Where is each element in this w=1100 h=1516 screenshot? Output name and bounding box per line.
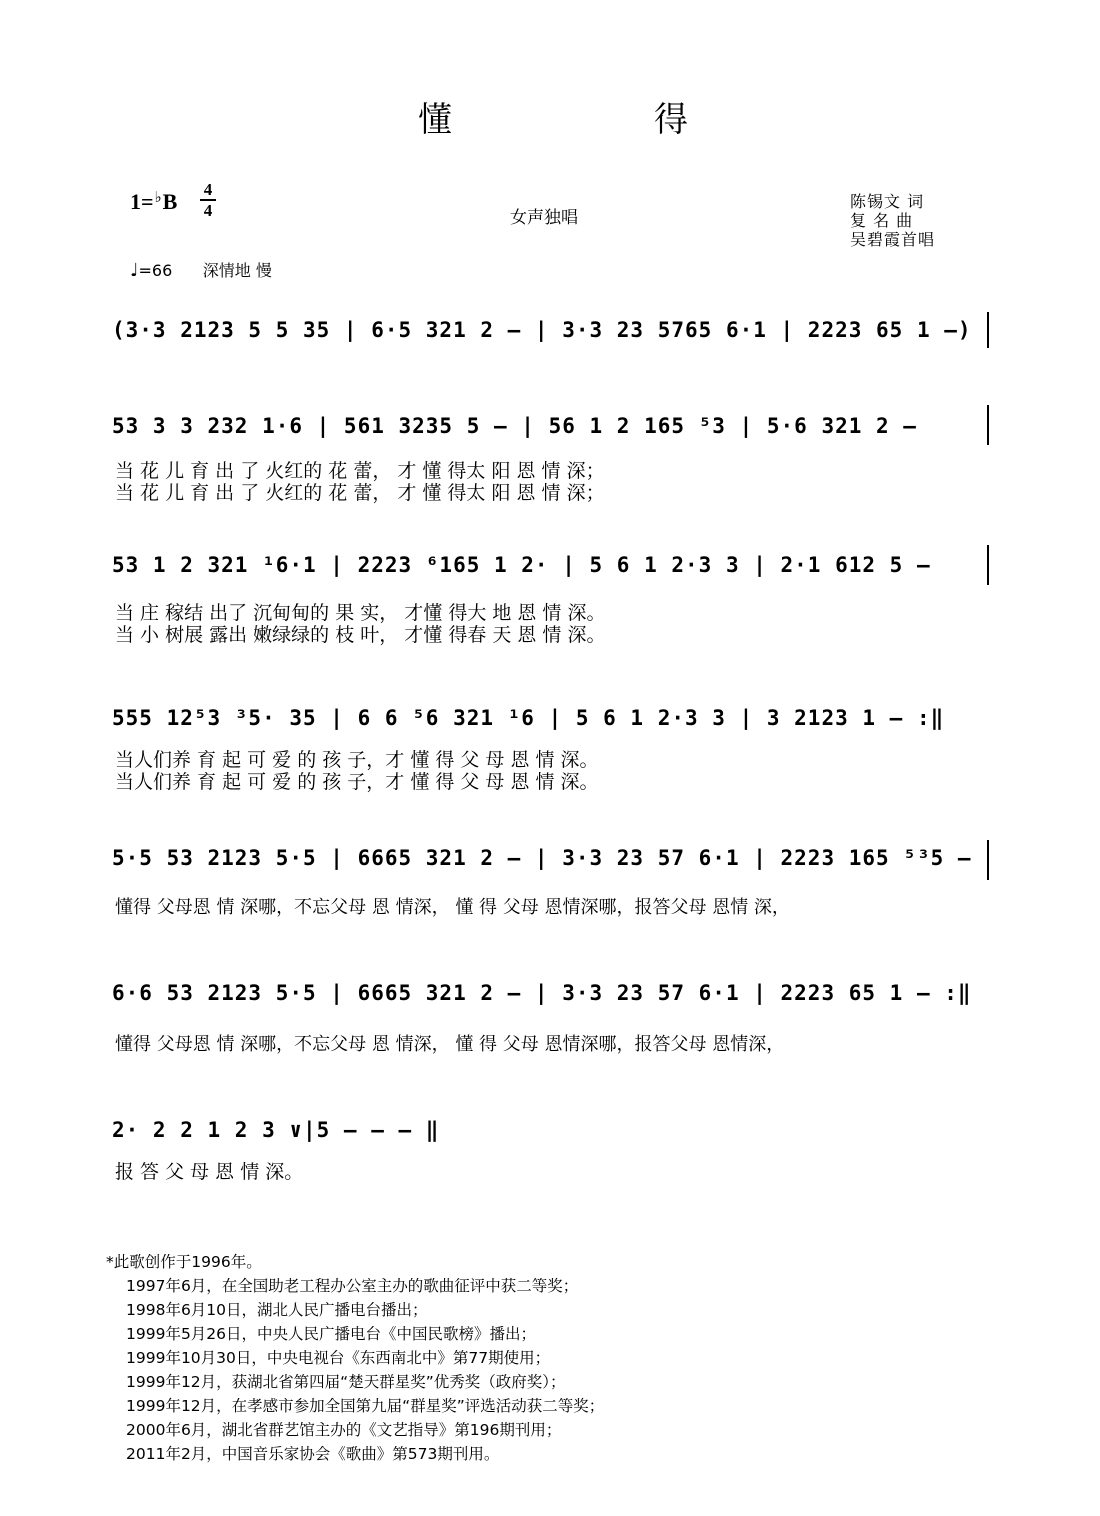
quarter-note-icon: ♩ bbox=[130, 260, 139, 281]
song-notes bbox=[106, 1250, 1072, 1466]
notation-row-2: 53 3 3 232 1·6 | 561 3235 5 – | 56 1 2 165 ⁵3 | 5·6 321 2 – bbox=[112, 414, 917, 438]
lyric-row-2-verse-2: 当 花 儿 育 出 了 火红的 花 蕾， 才 懂 得太 阳 恩 情 深； bbox=[115, 482, 605, 504]
flat-sign: ♭ bbox=[154, 190, 162, 206]
note-line: 1998年6月10日，湖北人民广播电台播出； bbox=[126, 1301, 428, 1319]
performance-type: 女声独唱 bbox=[510, 208, 578, 228]
notation-row-5: 5·5 53 2123 5·5 | 6665 321 2 – | 3·3 23 57 6·1 | 2223 165 ⁵³5 – bbox=[112, 846, 972, 870]
credit-lyricist: 陈锡文 词 bbox=[850, 192, 925, 211]
notation-row-7: 2· 2 2 1 2 3 ∨|5 – – – ‖ bbox=[112, 1118, 440, 1142]
key-prefix: 1= bbox=[130, 189, 154, 214]
note-line: 2011年2月，中国音乐家协会《歌曲》第573期刊用。 bbox=[126, 1445, 500, 1463]
meter-bottom: 4 bbox=[203, 201, 213, 220]
note-line: 2000年6月，湖北省群艺馆主办的《文艺指导》第196期刊用； bbox=[126, 1421, 562, 1439]
notation-row-1: (3·3 2123 5 5 35 | 6·5 321 2 – | 3·3 23 5765 6·1 | 2223 65 1 –) bbox=[112, 318, 972, 342]
lyric-row-6: 懂得 父母恩 情 深哪，不忘父母 恩 情深， 懂 得 父母 恩情深哪，报答父母 恩情深， bbox=[115, 1034, 785, 1055]
notation-row-4: 555 12⁵3 ³5· 35 | 6 6 ⁵6 321 ¹6 | 5 6 1 2·3 3 | 3 2123 1 – :‖ bbox=[112, 706, 945, 730]
lyric-row-7: 报 答 父 母 恩 情 深。 bbox=[115, 1161, 304, 1183]
expression-mark: 深情地 慢 bbox=[202, 261, 272, 280]
end-barline bbox=[987, 405, 989, 445]
end-barline bbox=[987, 840, 989, 880]
meter-top: 4 bbox=[203, 180, 213, 199]
key-signature bbox=[130, 188, 177, 215]
notation-row-6: 6·6 53 2123 5·5 | 6665 321 2 – | 3·3 23 57 6·1 | 2223 65 1 – :‖ bbox=[112, 981, 972, 1005]
lyric-row-3-verse-1: 当 庄 稼结 出了 沉甸甸的 果 实， 才懂 得大 地 恩 情 深。 bbox=[115, 602, 606, 624]
end-barline bbox=[987, 312, 989, 348]
notation-row-3: 53 1 2 321 ¹6·1 | 2223 ⁶165 1 2· | 5 6 1 2·3 3 | 2·1 612 5 – bbox=[112, 553, 931, 577]
tempo-value: =66 bbox=[138, 261, 173, 280]
note-line: 1999年10月30日，中央电视台《东西南北中》第77期使用； bbox=[126, 1349, 551, 1367]
credits bbox=[850, 192, 935, 249]
title-char-2: 得 bbox=[654, 100, 688, 140]
note-line: 1999年5月26日，中央人民广播电台《中国民歌榜》播出； bbox=[126, 1325, 537, 1343]
lyric-row-2-verse-1: 当 花 儿 育 出 了 火红的 花 蕾， 才 懂 得太 阳 恩 情 深； bbox=[115, 460, 605, 482]
title-char-1: 懂 bbox=[418, 100, 452, 140]
time-signature bbox=[200, 181, 216, 219]
lyric-row-5: 懂得 父母恩 情 深哪，不忘父母 恩 情深， 懂 得 父母 恩情深哪，报答父母 恩情 深， bbox=[115, 897, 790, 918]
note-line: 1999年12月，在孝感市参加全国第九届“群星奖”评选活动获二等奖； bbox=[126, 1397, 605, 1415]
note-line: *此歌创作于1996年。 bbox=[106, 1253, 262, 1271]
lyric-row-4-verse-2: 当人们养 育 起 可 爱 的 孩 子，才 懂 得 父 母 恩 情 深。 bbox=[115, 771, 599, 793]
lyric-row-3-verse-2: 当 小 树展 露出 嫩绿绿的 枝 叶， 才懂 得春 天 恩 情 深。 bbox=[115, 624, 606, 646]
credit-composer: 复 名 曲 bbox=[850, 211, 914, 230]
note-line: 1997年6月，在全国助老工程办公室主办的歌曲征评中获二等奖； bbox=[126, 1277, 579, 1295]
key-note: B bbox=[162, 189, 178, 214]
end-barline bbox=[987, 545, 989, 585]
tempo-marking bbox=[130, 258, 272, 281]
note-line: 1999年12月，获湖北省第四届“楚天群星奖”优秀奖（政府奖）； bbox=[126, 1373, 566, 1391]
credit-singer: 吴碧霞首唱 bbox=[850, 230, 936, 249]
lyric-row-4-verse-1: 当人们养 育 起 可 爱 的 孩 子，才 懂 得 父 母 恩 情 深。 bbox=[115, 749, 599, 771]
